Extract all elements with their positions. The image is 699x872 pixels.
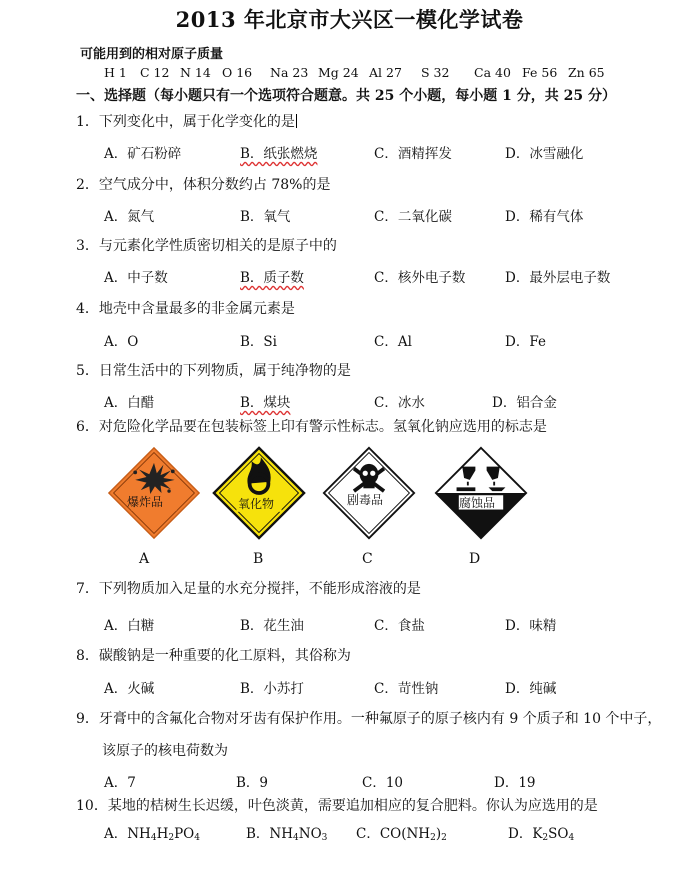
question-3-option-b: B．质子数: [240, 270, 304, 286]
atomic-mass: S 32: [421, 65, 450, 80]
hazard-sign-corrosive: [434, 446, 528, 540]
question-8-option-c: C．苛性钠: [374, 681, 439, 697]
atomic-masses-list: [0, 65, 699, 81]
hazard-sign-letter: A: [139, 551, 150, 567]
question-10-option-b: B．$NH_4NO_3$: [246, 826, 328, 843]
question-8-option-d: D．纯碱: [505, 681, 557, 697]
question-9-option-d: D．19: [494, 775, 536, 791]
question-6-stem: 6．对危险化学品要在包装标签上印有警示性标志。氢氧化钠应选用的标志是: [76, 419, 547, 435]
atomic-mass: Na 23: [270, 65, 309, 80]
hazard-sign-letter: B: [253, 551, 264, 567]
question-7-option-d: D．味精: [505, 618, 557, 634]
hazard-sign-letter: C: [362, 551, 373, 567]
question-2-option-b: B．氧气: [240, 209, 291, 225]
atomic-mass: Mg 24: [318, 65, 359, 80]
question-5-stem: 5．日常生活中的下列物质，属于纯净物的是: [76, 363, 351, 379]
question-4-option-a: A．O: [104, 334, 139, 350]
question-2-stem: 2．空气成分中，体积分数约占 78%的是: [76, 177, 331, 193]
question-4-option-c: C．Al: [374, 334, 412, 350]
text-cursor: [296, 114, 297, 128]
question-1-option-a: A．矿石粉碎: [104, 146, 182, 162]
question-1-stem: 1．下列变化中，属于化学变化的是: [76, 114, 295, 130]
atomic-mass: Zn 65: [568, 65, 605, 80]
question-8-stem: 8．碳酸钠是一种重要的化工原料，其俗称为: [76, 648, 351, 664]
question-5-option-c: C．冰水: [374, 395, 425, 411]
page-title: 2013 年北京市大兴区一模化学试卷: [175, 7, 524, 32]
question-1-option-d: D．冰雪融化: [505, 146, 584, 162]
atomic-mass: Ca 40: [474, 65, 511, 80]
question-2-option-d: D．稀有气体: [505, 209, 584, 225]
question-3-option-a: A．中子数: [104, 270, 168, 286]
question-7-option-a: A．白糖: [104, 618, 155, 634]
question-4-option-d: D．Fe: [505, 334, 546, 350]
question-9-stem: 9．牙膏中的含氟化合物对牙齿有保护作用。一种氟原子的原子核内有 9 个质子和 10 个中子，: [76, 711, 662, 727]
atomic-mass: C 12: [140, 65, 170, 80]
question-9-option-c: C．10: [362, 775, 404, 791]
question-2-option-c: C．二氧化碳: [374, 209, 452, 225]
question-4-stem: 4．地壳中含量最多的非金属元素是: [76, 301, 295, 317]
question-9-stem-continued: 该原子的核电荷数为: [102, 743, 228, 759]
question-10-stem: 10．某地的桔树生长迟缓，叶色淡黄，需要追加相应的复合肥料。你认为应选用的是: [76, 798, 598, 814]
question-10-option-c: C．$CO(NH_2)_2$: [356, 826, 447, 843]
question-5-option-a: A．白醋: [104, 395, 155, 411]
atomic-mass: Fe 56: [522, 65, 558, 80]
question-1-option-c: C．酒精挥发: [374, 146, 452, 162]
hazard-sign-letter: D: [469, 551, 481, 567]
question-5-option-d: D．铝合金: [492, 395, 557, 411]
hazard-sign-oxidizer: [212, 446, 306, 540]
question-5-option-b: B．煤块: [240, 395, 291, 411]
section-title: 一、选择题（每小题只有一个选项符合题意。共 25 个小题，每小题 1 分，共 25 分）: [76, 88, 616, 104]
atomic-mass: H 1: [104, 65, 127, 80]
question-3-stem: 3．与元素化学性质密切相关的是原子中的: [76, 238, 337, 254]
question-1-option-b: B．纸张燃烧: [240, 146, 318, 162]
question-7-stem: 7．下列物质加入足量的水充分搅拌，不能形成溶液的是: [76, 581, 421, 597]
question-3-option-c: C．核外电子数: [374, 270, 466, 286]
hazard-sign-label: 剧毒品: [347, 493, 384, 507]
question-10-option-d: D．$K_2SO_4$: [508, 826, 575, 843]
atomic-mass: Al 27: [369, 65, 402, 80]
question-2-option-a: A．氮气: [104, 209, 155, 225]
atomic-mass: N 14: [180, 65, 211, 80]
hazard-sign-label: 腐蚀品: [459, 496, 496, 510]
question-4-option-b: B．Si: [240, 334, 277, 350]
atomic-masses-heading: 可能用到的相对原子质量: [80, 47, 224, 62]
question-9-option-b: B．9: [236, 775, 269, 791]
question-7-option-b: B．花生油: [240, 618, 304, 634]
question-3-option-d: D．最外层电子数: [505, 270, 611, 286]
question-10-option-a: A．$NH_4H_2PO_4$: [104, 826, 200, 843]
atomic-mass: O 16: [222, 65, 253, 80]
question-8-option-a: A．火碱: [104, 681, 155, 697]
hazard-sign-label: 氧化物: [238, 497, 275, 511]
hazard-sign-label: 爆炸品: [127, 495, 164, 509]
question-7-option-c: C．食盐: [374, 618, 425, 634]
question-8-option-b: B．小苏打: [240, 681, 304, 697]
question-9-option-a: A．7: [104, 775, 136, 791]
